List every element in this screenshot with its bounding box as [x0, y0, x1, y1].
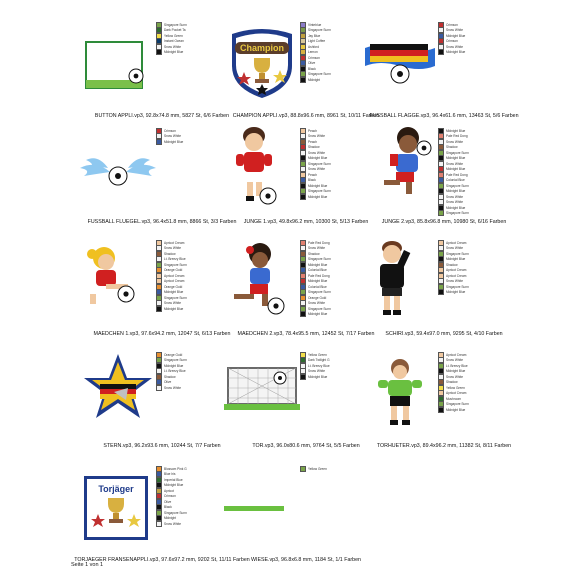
thread-row	[438, 156, 516, 161]
thread-name: Singapore Sunn	[308, 72, 331, 76]
thread-name: Snow White	[308, 134, 326, 138]
thread-name: Ashford	[308, 44, 319, 49]
thread-row	[438, 268, 516, 273]
thread-name: Imperial Blue	[164, 477, 183, 482]
thread-swatch	[300, 466, 306, 472]
thread-name: Midnight Blue	[308, 279, 328, 283]
thread-swatch	[300, 311, 306, 317]
thread-name: Lt. Breezy Blue	[164, 257, 186, 261]
thread-row	[438, 374, 516, 379]
thread-name: Apricot Cream	[446, 240, 467, 245]
thread-name: Snow White	[446, 194, 464, 199]
thread-row	[438, 385, 516, 390]
thread-row	[438, 194, 516, 199]
thread-name: Midnight Blue	[164, 306, 184, 311]
thread-name: Apricot Cream	[164, 279, 185, 283]
thread-row	[438, 161, 516, 166]
design-caption: JUNGE 1.vp3, 49.8x96.2 mm, 10300 St, 5/13 Farben	[243, 219, 369, 225]
thread-name: Snow White	[308, 150, 326, 155]
thread-name: Midnight Blue	[446, 205, 466, 210]
thread-name: Singapore Sunn	[308, 290, 331, 294]
thread-name: Orange Gold	[308, 295, 327, 300]
thread-row	[438, 150, 516, 155]
thread-row	[438, 167, 516, 172]
thread-swatch	[156, 385, 162, 391]
thread-name: Midnight Blue	[446, 33, 466, 38]
thread-row	[438, 369, 516, 374]
thread-name: Midnight Blue	[308, 194, 328, 199]
thread-name: Olive	[164, 380, 172, 384]
thread-row	[438, 128, 516, 133]
thread-name: Snow White	[446, 200, 464, 204]
thread-name: Singapore Sunn	[446, 150, 469, 155]
thread-name: Shadow	[446, 145, 458, 149]
thread-name: Dark Pocket Ta	[164, 28, 186, 32]
thread-row	[438, 279, 516, 284]
thread-name: Midnight Blue	[446, 369, 466, 373]
thread-row	[438, 183, 516, 188]
thread-name: Pale Red Dong	[308, 240, 330, 245]
thread-row	[438, 262, 516, 267]
thread-name: Midnight Blue	[446, 128, 466, 133]
thread-name: Shadow	[446, 380, 458, 384]
thread-name: Pale Red Dong	[446, 172, 468, 177]
thread-row	[438, 33, 516, 38]
thread-name: Midnight	[164, 516, 177, 520]
thread-name: Midnight Blue	[164, 483, 184, 487]
thread-row	[438, 172, 516, 177]
thread-name: Singapore Sunn	[446, 183, 469, 188]
thread-row	[438, 178, 516, 183]
thread-name: Black	[308, 66, 316, 71]
thread-name: Snow White	[164, 134, 182, 138]
thread-name: Midnight Blue	[446, 167, 466, 171]
design-caption: WIESE.vp3, 96.8x6.8 mm, 1184 St, 1/1 Farben	[250, 557, 361, 563]
thread-row	[438, 50, 516, 55]
thread-row	[438, 205, 516, 210]
thread-row	[438, 189, 516, 194]
thread-row	[438, 396, 516, 401]
thread-row	[438, 200, 516, 205]
thread-row	[438, 246, 516, 251]
thread-name: Midnight Blue	[308, 312, 328, 316]
design-cell	[222, 462, 412, 576]
thread-name: Midnight Blue	[308, 374, 328, 379]
champion-label: Champion	[240, 43, 284, 53]
thread-color-legend	[438, 22, 516, 55]
thread-row	[300, 466, 378, 471]
thread-swatch	[438, 407, 444, 413]
thread-name: Shadow	[308, 251, 320, 256]
thread-name: Midnight Blue	[164, 290, 184, 294]
thread-name: Colonial Blue	[308, 268, 327, 272]
page-footer: Seite 1 von 1	[71, 562, 104, 568]
thread-name: Snow White	[446, 161, 464, 166]
thread-name: Olive	[308, 61, 316, 65]
thread-name: Lt. Breezy Blue	[308, 363, 330, 368]
thread-name: Apricot Cream	[446, 352, 467, 357]
thread-row	[438, 380, 516, 385]
torjaeger-label: Torjäger	[98, 484, 134, 494]
thread-name: Shadow	[446, 262, 458, 267]
thread-name: Singapore Sunn	[164, 358, 187, 362]
design-caption: CHAMPION APPLI.vp3, 88.8x96.6 mm, 8961 St, 10/11 Farben	[232, 113, 380, 119]
thread-name: Singapore Sunn	[164, 295, 187, 300]
thread-row	[438, 134, 516, 139]
thread-name: Midnight Blue	[308, 156, 328, 160]
thread-name: Crimson	[446, 22, 458, 27]
thread-name: Snow White	[308, 369, 326, 373]
thread-name: Midnight Blue	[164, 139, 184, 144]
thread-name: Yellow Green	[446, 385, 465, 390]
thread-name: Apricot Cream	[164, 240, 185, 245]
design-caption: MAEDCHEN 1.vp3, 97.6x94.2 mm, 12047 St, 6/13 Farben	[93, 331, 231, 337]
thread-name: Midnight Blue	[164, 363, 184, 368]
design-caption: MAEDCHEN 2.vp3, 78.4x95.5 mm, 12452 St, 7/17 Farben	[237, 331, 375, 337]
thread-name: Shadow	[164, 251, 176, 256]
thread-name: Pale Red Dong	[308, 273, 330, 278]
thread-name: Singapore Sunn	[308, 257, 331, 261]
thread-name: Snow White	[164, 246, 182, 250]
thread-name: Black	[164, 505, 172, 509]
thread-name: Crimson	[446, 39, 458, 43]
thread-name: Singapore Sunn	[164, 510, 187, 515]
thread-swatch	[438, 289, 444, 295]
thread-row	[438, 139, 516, 144]
thread-name: Midnight Blue	[164, 50, 184, 54]
thread-name: Yellow Green	[308, 466, 327, 471]
thread-name: Shadow	[308, 145, 320, 149]
thread-row	[438, 39, 516, 44]
thread-row	[438, 407, 516, 412]
thread-row	[438, 402, 516, 407]
thread-name: Snow White	[164, 385, 182, 390]
thread-name: Snow White	[446, 279, 464, 283]
thread-name: Colonial Blue	[446, 178, 465, 182]
thread-name: Singapore Sunn	[164, 22, 187, 27]
thread-name: Singapore Sunn	[308, 161, 331, 166]
thread-name: Apricot Cream	[164, 273, 185, 278]
thread-swatch	[300, 374, 306, 380]
thread-name: Snow White	[446, 246, 464, 250]
thread-name: Crimson	[308, 55, 320, 60]
thread-name: Snow White	[446, 44, 464, 49]
thread-name: Snow White	[308, 301, 326, 305]
design-cell	[360, 18, 550, 132]
thread-name: Black	[308, 178, 316, 182]
thread-name: Jay Blue	[308, 33, 321, 38]
thread-name: Midnight Blue	[446, 156, 466, 160]
thread-name: Snow White	[446, 358, 464, 362]
thread-row	[438, 257, 516, 262]
thread-row	[438, 273, 516, 278]
thread-swatch	[156, 49, 162, 55]
thread-name: Yellow Green	[308, 352, 327, 357]
thread-name: Pale Red Dong	[446, 134, 468, 138]
design-caption: STERN.vp3, 96.2x93.6 mm, 10244 St, 7/7 Farben	[103, 443, 221, 449]
thread-color-legend	[438, 352, 516, 413]
thread-row	[438, 44, 516, 49]
thread-name: Orange Gold	[164, 268, 183, 272]
thread-name: Apricot Cream	[446, 391, 467, 395]
thread-name: Midnight Blue	[446, 407, 466, 412]
design-cell	[360, 236, 550, 350]
thread-name: Midnight	[308, 77, 321, 82]
thread-name: Singapore Sunn	[446, 402, 469, 406]
thread-name: Orange Gold	[164, 352, 183, 357]
thread-name: Colonial Blue	[308, 284, 327, 289]
thread-name: Singapore Sunn	[308, 306, 331, 311]
thread-name: Midnight Blue	[446, 257, 466, 261]
thread-color-legend	[300, 466, 378, 472]
thread-name: Snow White	[164, 301, 182, 305]
thread-name: Dark Twilight G	[308, 358, 330, 362]
thread-name: Crimson	[164, 494, 176, 498]
thread-name: Light Coffee	[308, 39, 326, 43]
design-caption: TOR.vp3, 96.0x80.6 mm, 9764 St, 5/5 Farben	[252, 443, 360, 449]
thread-color-legend	[438, 240, 516, 295]
design-caption: FUSSBALL FLAGGE.vp3, 96.4x61.6 mm, 13463 St, 5/6 Farben	[369, 113, 519, 119]
thread-name: Snow White	[164, 44, 182, 49]
thread-name: Singapore Sunn	[308, 28, 331, 32]
design-caption: FUSSBALL FLUEGEL.vp3, 96.4x51.8 mm, 8866 St, 3/3 Farben	[87, 219, 237, 225]
design-cell	[360, 124, 550, 238]
thread-row	[438, 28, 516, 33]
thread-name: Snow White	[446, 374, 464, 379]
thread-name: Midnight Blue	[446, 189, 466, 193]
thread-row	[438, 363, 516, 368]
thread-name: Peach	[308, 172, 318, 177]
design-caption: SCHIRI.vp3, 59.4x97.0 mm, 9295 St, 4/10 Farben	[385, 331, 503, 337]
thread-name: Mushroom	[446, 396, 462, 401]
thread-row	[438, 358, 516, 363]
thread-name: Singapore Sunn	[164, 262, 187, 267]
thread-name: Peach	[308, 139, 318, 144]
thread-name: Apricot	[164, 488, 174, 493]
design-cell	[360, 348, 550, 462]
thread-swatch	[300, 77, 306, 83]
thread-name: Snow White	[308, 246, 326, 250]
thread-row	[438, 352, 516, 357]
thread-name: Midnight Blue	[446, 50, 466, 54]
thread-name: Lt. Breezy Blue	[164, 369, 186, 373]
thread-name: Snow White	[446, 139, 464, 144]
thread-name: Singapore Sunn	[446, 211, 469, 215]
thread-name: Midnight Blue	[446, 290, 466, 294]
thread-name: Lt. Breezy Blue	[446, 363, 468, 368]
thread-row	[438, 391, 516, 396]
thread-name: Lemon	[308, 50, 318, 54]
thread-name: Yellow Green	[164, 33, 183, 38]
thread-row	[438, 240, 516, 245]
thread-row	[438, 22, 516, 27]
thread-name: Blossom Pink G	[164, 466, 187, 471]
thread-name: Singapore Sunn	[446, 251, 469, 256]
thread-swatch	[156, 139, 162, 145]
thread-name: Singapore Sunn	[308, 189, 331, 193]
thread-name: Apricot Cream	[446, 273, 467, 278]
thread-name: Crimson	[164, 128, 176, 133]
thread-name: Midnight Blue	[308, 183, 328, 188]
thread-swatch	[156, 306, 162, 312]
thread-name: Singapore Sunn	[446, 284, 469, 289]
thread-swatch	[300, 194, 306, 200]
thread-swatch	[156, 521, 162, 527]
thread-row	[438, 284, 516, 289]
design-caption: TORJAEGER FRANSENAPPLI.vp3, 97.6x97.2 mm, 9202 St, 11/11 Farben	[74, 557, 250, 563]
thread-row	[438, 145, 516, 150]
thread-name: Midnight Blue	[308, 262, 328, 267]
thread-color-legend	[438, 128, 516, 216]
design-caption: JUNGE 2.vp3, 85.8x96.8 mm, 10980 St, 6/16 Farben	[381, 219, 507, 225]
thread-swatch	[438, 49, 444, 55]
thread-name: Snow White	[164, 521, 182, 526]
design-caption: BUTTON APPLI.vp3, 92.8x74.8 mm, 5827 St, 6/6 Farben	[94, 113, 230, 119]
thread-name: Vinteblue	[308, 22, 322, 27]
thread-name: Shadow	[164, 374, 176, 379]
thread-name: Snow White	[308, 167, 326, 171]
grass-strip-art	[222, 462, 322, 550]
thread-name: Olive	[164, 499, 172, 504]
thread-row	[438, 211, 516, 216]
thread-name: Orange Gold	[164, 284, 183, 289]
thread-row	[438, 251, 516, 256]
thread-name: Peach	[308, 128, 318, 133]
thread-swatch	[438, 210, 444, 216]
thread-name: Apricot Cream	[446, 268, 467, 272]
thread-name: Snow White	[446, 28, 464, 32]
design-caption: TORHUETER.vp3, 89.4x96.2 mm, 11382 St, 8/11 Farben	[376, 443, 512, 449]
thread-name: Instant Ocean	[164, 39, 184, 43]
thread-name: Blue Iris	[164, 472, 176, 476]
thread-row	[438, 290, 516, 295]
